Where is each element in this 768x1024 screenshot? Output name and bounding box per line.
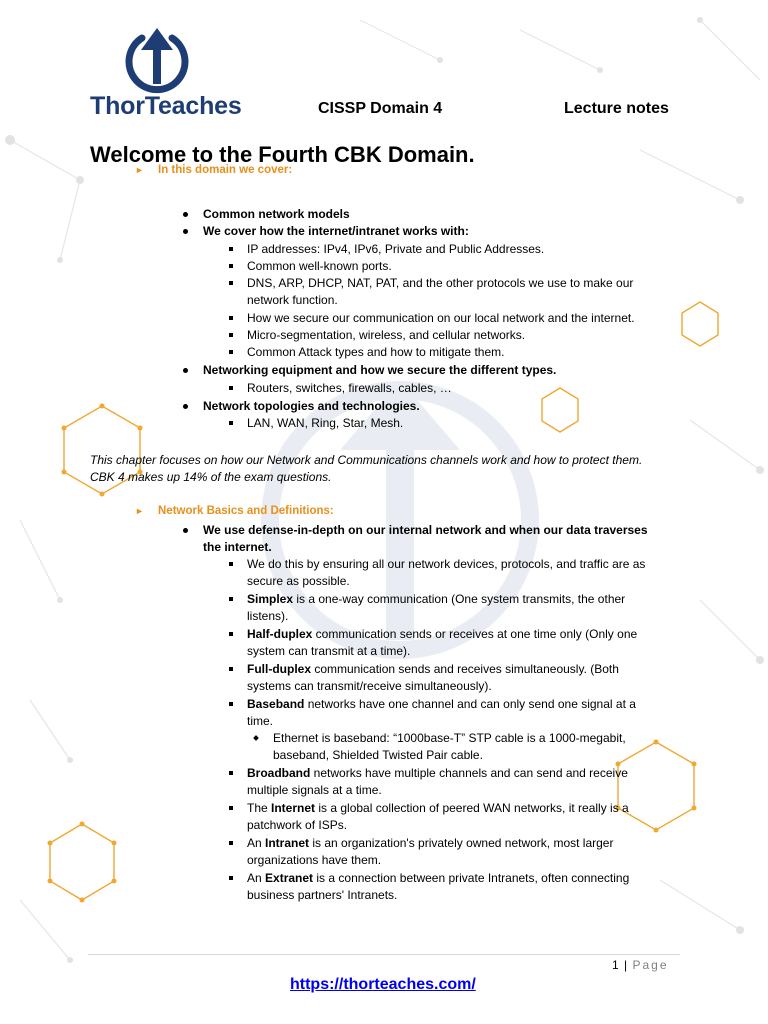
logo-wordmark: ThorTeaches [90,92,242,120]
definition-item: The Internet is a global collection of peered WAN networks, it really is a [247,801,629,815]
thorteaches-logo [90,26,240,126]
square-bullet [229,702,233,706]
list-item-cont: the internet. [203,540,272,554]
definition-item: Full-duplex communication sends and receives simultaneously. (Both [247,662,619,676]
header-course-title: CISSP Domain 4 [318,100,443,117]
nested-definition-item-cont: baseband, Shielded Twisted Pair cable. [273,748,483,762]
square-bullet [229,264,233,268]
square-bullet [229,350,233,354]
definition-item-cont: secure as possible. [247,574,350,588]
page-number: 1 | Page [612,958,669,972]
intro-paragraph-line: CBK 4 makes up 14% of the exam questions. [90,470,332,484]
page-title: Welcome to the Fourth CBK Domain. [90,142,475,167]
definition-item: Half-duplex communication sends or receives at one time only (Only one [247,627,638,641]
section-heading-domain-cover: In this domain we cover: [158,164,293,176]
list-item: We cover how the internet/intranet works with: [203,224,469,238]
list-subitem: IP addresses: IPv4, IPv6, Private and Public Addresses. [247,242,545,256]
square-bullet [229,876,233,880]
orange-arrow-bullet-icon: ► [135,506,144,516]
footer-website-link[interactable]: https://thorteaches.com/ [290,976,476,993]
square-bullet [229,806,233,810]
definition-item-cont: business partners' Intranets. [247,888,398,902]
nested-definition-item: Ethernet is baseband: “1000base-T” STP cable is a 1000-megabit, [273,731,626,745]
square-bullet [229,421,233,425]
intro-paragraph-line: This chapter focuses on how our Network and Communications channels work and how to protect them. [90,453,643,467]
bullet-dot [183,528,188,533]
list-subitem: Routers, switches, firewalls, cables, … [247,381,452,395]
definition-item-cont: listens). [247,609,289,623]
orange-arrow-bullet-icon: ► [135,165,144,175]
list-item: Networking equipment and how we secure the different types. [203,363,557,377]
list-subitem: Micro-segmentation, wireless, and cellular networks. [247,328,526,342]
bullet-dot [183,229,188,234]
square-bullet [229,247,233,251]
definition-item-cont: systems can transmit/receive simultaneously). [247,679,492,693]
square-bullet [229,386,233,390]
square-bullet [229,316,233,320]
square-bullet [229,281,233,285]
list-subitem: Common Attack types and how to mitigate them. [247,345,505,359]
square-bullet [229,841,233,845]
list-subitem-cont: network function. [247,293,338,307]
header-doc-type: Lecture notes [564,100,669,117]
square-bullet [229,562,233,566]
definition-item: An Intranet is an organization's privately owned network, most larger [247,836,614,850]
list-item: Network topologies and technologies. [203,399,420,413]
square-bullet [229,333,233,337]
list-subitem: Common well-known ports. [247,259,392,273]
list-item: Common network models [203,207,350,221]
definition-item: Baseband networks have one channel and can only send one signal at a [247,697,636,711]
definition-item: Broadband networks have multiple channels and can send and receive [247,766,628,780]
list-subitem: DNS, ARP, DHCP, NAT, PAT, and the other protocols we use to make our [247,276,634,290]
list-subitem: How we secure our communication on our local network and the internet. [247,311,635,325]
bullet-dot [183,404,188,409]
bullet-dot [183,368,188,373]
definition-item-cont: time. [247,714,274,728]
definition-item-cont: patchwork of ISPs. [247,818,348,832]
definition-item: Simplex is a one-way communication (One system transmits, the other [247,592,626,606]
bullet-dot [183,212,188,217]
square-bullet [229,597,233,601]
definition-item-cont: multiple signals at a time. [247,783,382,797]
square-bullet [229,771,233,775]
footer-divider [88,954,680,955]
square-bullet [229,632,233,636]
definition-item: An Extranet is a connection between private Intranets, often connecting [247,871,630,885]
list-item: We use defense-in-depth on our internal network and when our data traverses [203,523,648,537]
definition-item-cont: organizations have them. [247,853,382,867]
definition-item: We do this by ensuring all our network devices, protocols, and traffic are as [247,557,646,571]
section-heading-network-basics: Network Basics and Definitions: [158,505,334,517]
up-arrow-circle-icon [122,26,192,96]
definition-item-cont: system can transmit at a time). [247,644,411,658]
list-subitem: LAN, WAN, Ring, Star, Mesh. [247,416,404,430]
square-bullet [229,667,233,671]
